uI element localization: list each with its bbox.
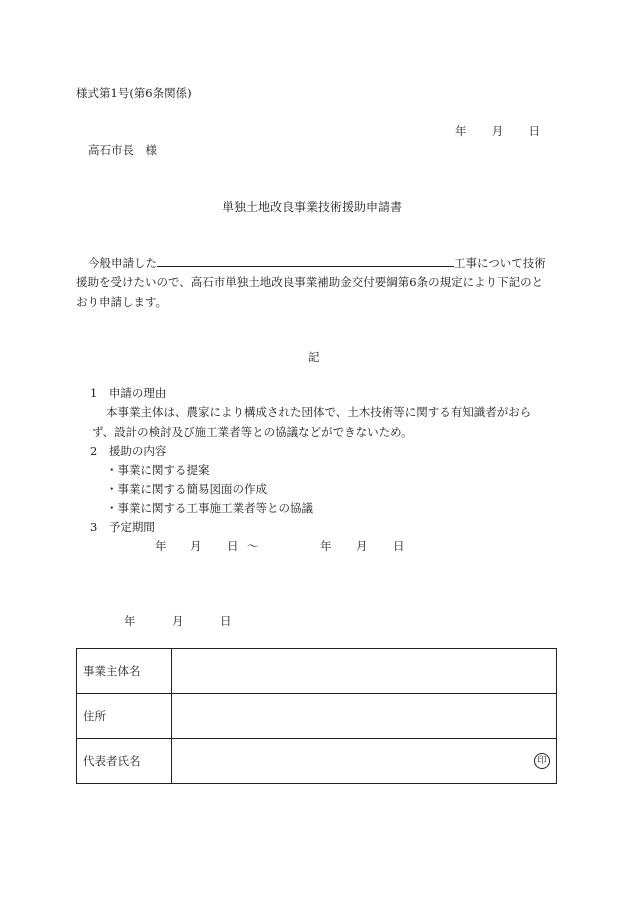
date-bottom-day: 日 [220,614,232,628]
construction-name-blank [157,254,454,267]
period-end-year: 年 [320,539,332,553]
body-line-2: 援助を受けたいので、高石市単独土地改良事業補助金交付要綱第6条の規定により下記のと [76,275,544,289]
item2-bullet-2: ・事業に関する簡易図面の作成 [106,482,267,496]
date-top-month: 月 [491,124,504,138]
item1-text-line2: ず、設計の検討及び施工業者等との協議などができないため。 [92,425,413,439]
date-bottom-year: 年 [124,614,136,628]
table-row [77,694,557,739]
period-start-year: 年 [155,539,167,553]
table-row [77,739,557,784]
address-field[interactable] [172,694,557,739]
applicant-table [76,648,557,784]
item1-text-line1: 本事業主体は、農家により構成された団体で、土木技術等に関する有知識者がおら [106,405,532,419]
date-top-day: 日 [528,124,540,138]
item3-heading: 3 予定期間 [90,520,155,534]
addressee: 高石市長 様 [88,143,157,157]
body-line-1 [88,254,546,271]
table-row [77,649,557,694]
document-title: 単独土地改良事業技術援助申請書 [222,200,403,214]
item2-bullet-1: ・事業に関する提案 [106,463,210,477]
body-line-1-suffix: 工事について技術 [454,256,546,270]
period-start-month: 月 [190,539,202,553]
item2-bullet-3: ・事業に関する工事施工業者等との協議 [106,501,313,515]
representative-name-field[interactable] [172,739,557,784]
period-tilde: 〜 [247,539,259,553]
period-end-month: 月 [356,539,368,553]
body-line-3: おり申請します。 [76,295,168,309]
date-top-year: 年 [455,124,467,138]
row-label-representative: 代表者氏名 [77,739,172,784]
date-bottom-month: 月 [172,614,184,628]
date-top [455,123,540,139]
row-label-organization: 事業主体名 [77,649,172,694]
item1-heading: 1 申請の理由 [90,386,167,400]
period-end-day: 日 [393,539,405,553]
seal-mark: 印 [534,753,550,769]
organization-name-field[interactable] [172,649,557,694]
ki-heading: 記 [308,350,320,364]
row-label-address: 住所 [77,694,172,739]
body-line-1-prefix: 今般申請した [88,256,157,270]
item2-heading: 2 援助の内容 [90,444,167,458]
period-start-day: 日 [227,539,239,553]
form-number: 様式第1号(第6条関係) [76,86,192,100]
